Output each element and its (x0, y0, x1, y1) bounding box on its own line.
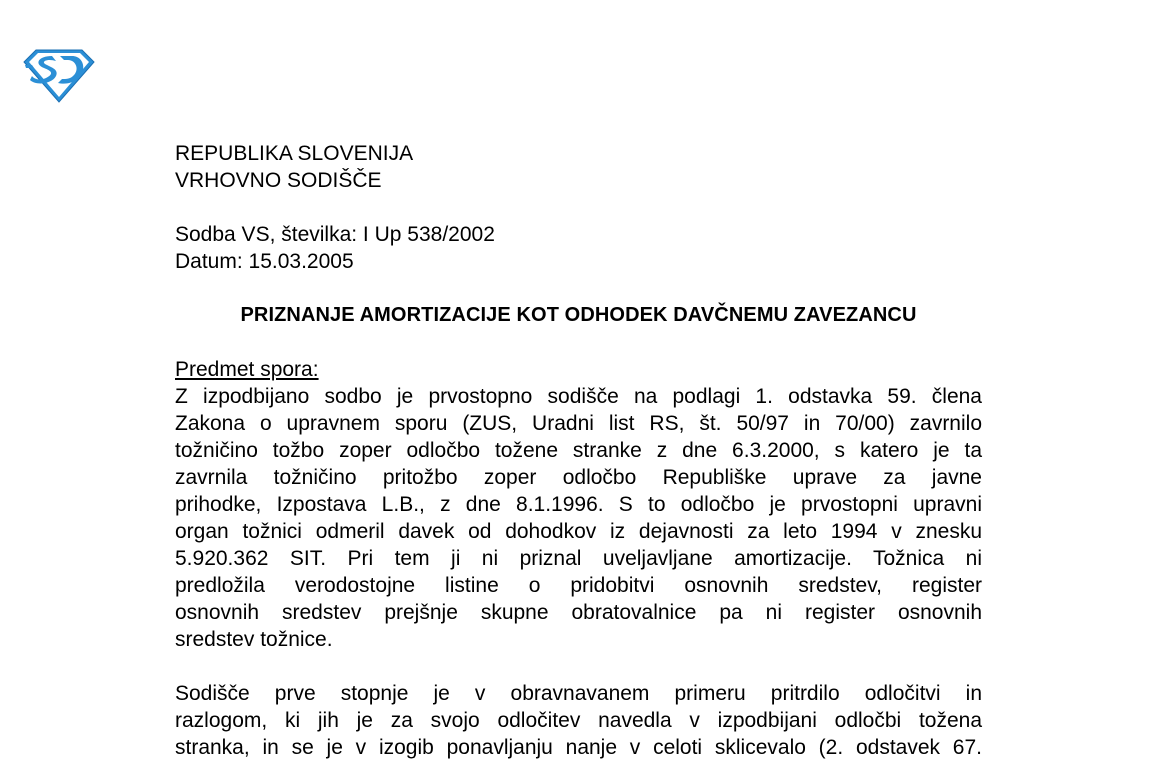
paragraph-line: stranka, in se je v izogib ponavljanju nanje v celoti sklicevalo (2. odstavek 67. (175, 736, 982, 759)
case-number: Sodba VS, številka: I Up 538/2002 (175, 223, 495, 246)
paragraph-subject (175, 383, 982, 653)
paragraph-line: osnovnih sredstev prejšnje skupne obratovalnice pa ni register osnovnih (175, 601, 982, 624)
case-date: Datum: 15.03.2005 (175, 250, 354, 273)
paragraph-line: prihodke, Izpostava L.B., z dne 8.1.1996. S to odločbo je prvostopni upravni (175, 493, 982, 516)
paragraph-line: Sodišče prve stopnje je v obravnavanem primeru pritrdilo odločitvi in (175, 682, 982, 705)
paragraph-line: Z izpodbijano sodbo je prvostopno sodišče na podlagi 1. odstavka 59. člena (175, 385, 982, 408)
paragraph-line: predložila verodostojne listine o pridobitvi osnovnih sredstev, register (175, 574, 982, 597)
paragraph-line: sredstev tožnice. (175, 628, 333, 651)
section-heading: Predmet spora: (175, 358, 319, 381)
document-title: PRIZNANJE AMORTIZACIJE KOT ODHODEK DAVČNEMU ZAVEZANCU (240, 304, 917, 326)
paragraph-line: organ tožnici odmeril davek od dohodkov iz dejavnosti za leto 1994 v znesku (175, 520, 982, 543)
paragraph-line: Zakona o upravnem sporu (ZUS, Uradni list RS, št. 50/97 in 70/00) zavrnilo (175, 412, 982, 435)
paragraph-line: zavrnila tožničino pritožbo zoper odločbo Republiške uprave za javne (175, 466, 982, 489)
paragraph-first-instance (175, 680, 982, 761)
document-body (175, 140, 982, 761)
paragraph-line: 5.920.362 SIT. Pri tem ji ni priznal uveljavljane amortizacije. Tožnica ni (175, 547, 982, 570)
paragraph-line: razlogom, ki jih je za svojo odločitev navedla v izpodbijani odločbi tožena (175, 709, 982, 732)
court-logo-icon (22, 48, 96, 104)
republic-heading: REPUBLIKA SLOVENIJA (175, 142, 414, 165)
paragraph-line: tožničino tožbo zoper odločbo tožene stranke z dne 6.3.2000, s katero je ta (175, 439, 982, 462)
court-heading: VRHOVNO SODIŠČE (175, 169, 382, 192)
